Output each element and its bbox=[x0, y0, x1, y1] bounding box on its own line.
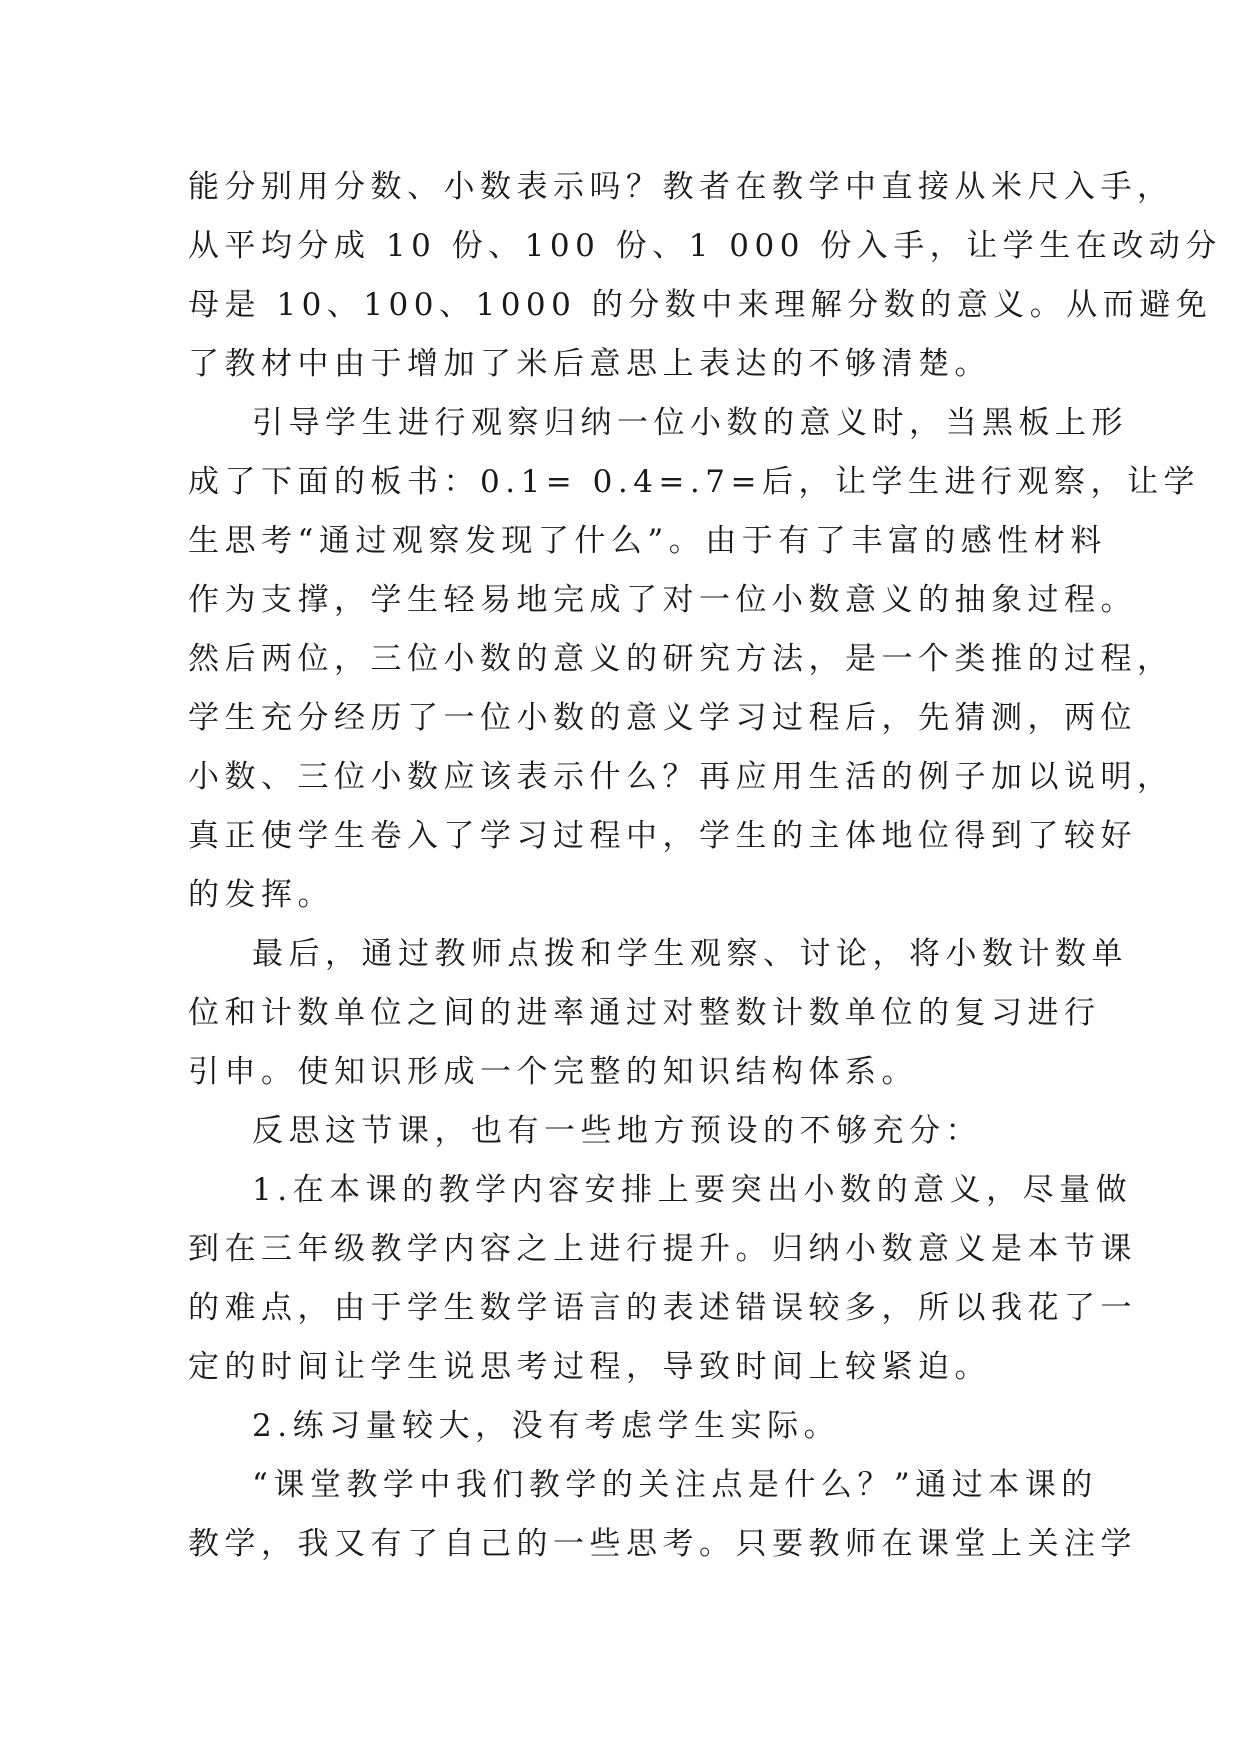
text-line: 成了下面的板书：0.1= 0.4=.7=后，让学生进行观察，让学 bbox=[188, 464, 1200, 500]
text-line: 母是 10、100、1000 的分数中来理解分数的意义。从而避免 bbox=[188, 287, 1213, 323]
text-line: 了教材中由于增加了米后意思上表达的不够清楚。 bbox=[188, 346, 991, 382]
text-line: 小数、三位小数应该表示什么？再应用生活的例子加以说明， bbox=[188, 759, 1174, 795]
text-line: 然后两位，三位小数的意义的研究方法，是一个类推的过程， bbox=[188, 641, 1174, 677]
text-line: 定的时间让学生说思考过程，导致时间上较紧迫。 bbox=[188, 1349, 991, 1385]
text-line: 作为支撑，学生轻易地完成了对一位小数意义的抽象过程。 bbox=[188, 582, 1137, 618]
paragraph-first-line: 最后，通过教师点拨和学生观察、讨论，将小数计数单 bbox=[252, 936, 1128, 972]
paragraph-first-line: 引导学生进行观察归纳一位小数的意义时，当黑板上形 bbox=[252, 405, 1128, 441]
list-item-first-line: 1.在本课的教学内容安排上要突出小数的意义，尽量做 bbox=[252, 1172, 1133, 1208]
text-line: 学生充分经历了一位小数的意义学习过程后，先猜测，两位 bbox=[188, 700, 1137, 736]
text-line: 的发挥。 bbox=[188, 877, 334, 913]
paragraph-first-line: “课堂教学中我们教学的关注点是什么？”通过本课的 bbox=[252, 1467, 1098, 1503]
text-line: 的难点，由于学生数学语言的表述错误较多，所以我花了一 bbox=[188, 1290, 1137, 1326]
text-line: 引申。使知识形成一个完整的知识结构体系。 bbox=[188, 1054, 918, 1090]
text-line: 到在三年级教学内容之上进行提升。归纳小数意义是本节课 bbox=[188, 1231, 1137, 1267]
text-line: 从平均分成 10 份、100 份、1 000 份入手，让学生在改动分 bbox=[188, 228, 1222, 264]
document-body bbox=[188, 158, 1222, 1574]
list-item-first-line: 2.练习量较大，没有考虑学生实际。 bbox=[252, 1408, 841, 1444]
text-line: 教学，我又有了自己的一些思考。只要教师在课堂上关注学 bbox=[188, 1526, 1137, 1562]
text-line: 生思考“通过观察发现了什么”。由于有了丰富的感性材料 bbox=[188, 523, 1107, 559]
paragraph-first-line: 反思这节课，也有一些地方预设的不够充分： bbox=[252, 1113, 982, 1149]
text-line: 能分别用分数、小数表示吗？教者在教学中直接从米尺入手， bbox=[188, 169, 1174, 205]
text-line: 真正使学生卷入了学习过程中，学生的主体地位得到了较好 bbox=[188, 818, 1137, 854]
text-line: 位和计数单位之间的进率通过对整数计数单位的复习进行 bbox=[188, 995, 1101, 1031]
